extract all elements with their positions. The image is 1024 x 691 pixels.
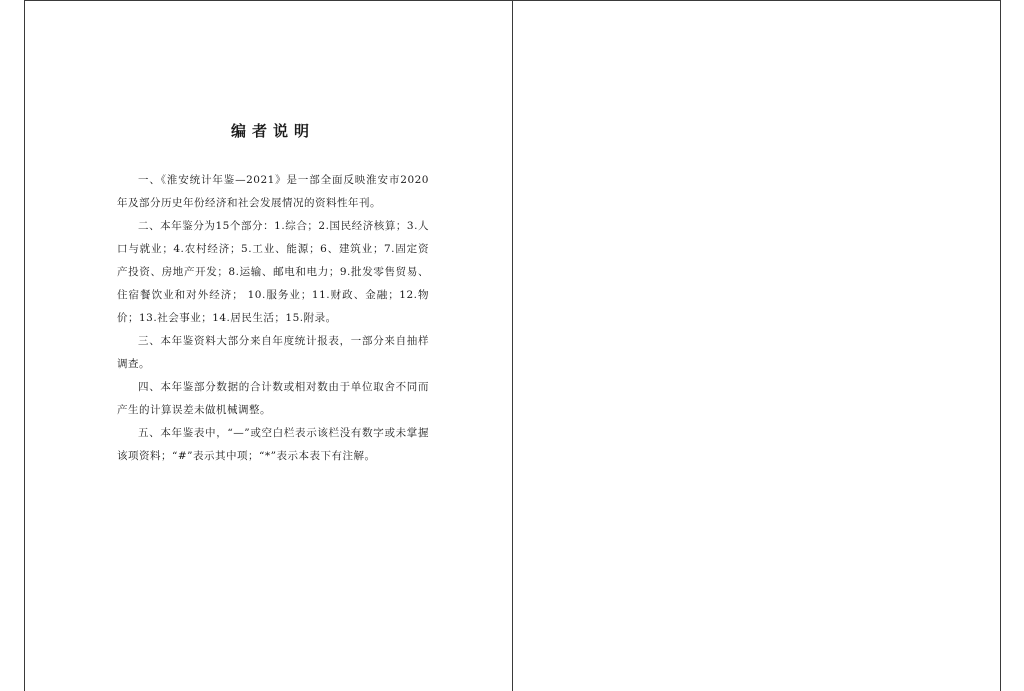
- paragraph-4: 四、本年鉴部分数据的合计数或相对数由于单位取舍不同而产生的计算误差未做机械调整。: [117, 381, 429, 416]
- right-page-blank: [512, 0, 1001, 691]
- paragraph-3: 三、本年鉴资料大部分来自年度统计报表，一部分来自抽样调查。: [117, 335, 429, 370]
- paragraph-2: 二、本年鉴分为15个部分：1.综合；2.国民经济核算；3.人口与就业；4.农村经济；5.工业、能源；6、建筑业；7.固定资产投资、房地产开发；8.运输、邮电和电力；9.批发零售贸易、住宿餐饮业和对外经济； 10.服务业；11.财政、金融；12.物价；13.社会事业；14.居民生活；15.附录。: [117, 220, 429, 324]
- paragraph-5: 五、本年鉴表中，“—”或空白栏表示该栏没有数字或未掌握该项资料；“#”表示其中项；“*”表示本表下有注解。: [117, 427, 429, 462]
- editor-notes: [117, 119, 429, 468]
- page-title: 编者说明: [230, 122, 315, 140]
- left-page: [24, 0, 512, 691]
- paragraph-1: 一、《淮安统计年鉴—2021》是一部全面反映淮安市2020年及部分历史年份经济和社会发展情况的资料性年刊。: [117, 174, 429, 209]
